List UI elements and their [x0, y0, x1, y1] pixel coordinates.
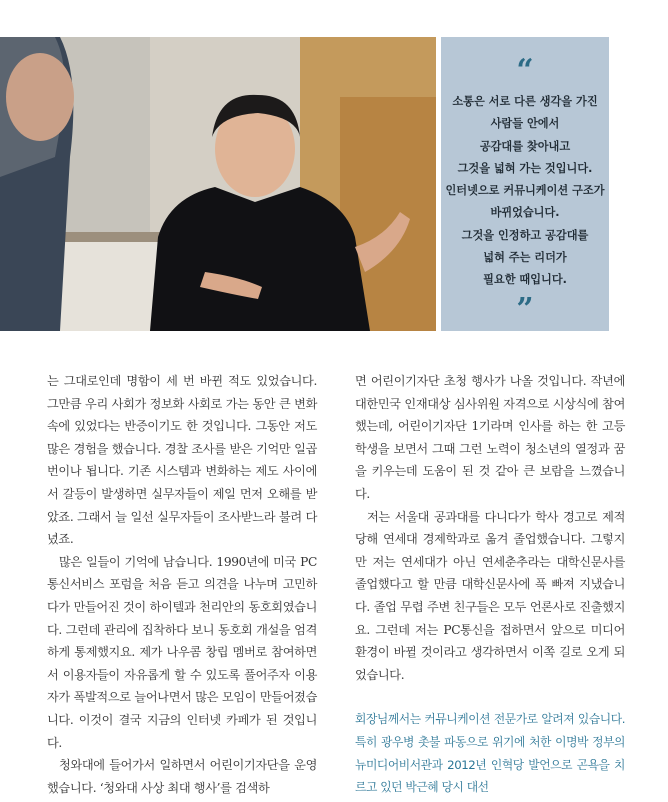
quote-line: 필요한 때입니다.	[483, 273, 567, 287]
photo-illustration	[0, 37, 436, 331]
article-column-left	[47, 370, 317, 799]
quote-line: 그것을 인정하고 공감대를	[461, 228, 589, 242]
quote-line: 그것을 넓혀 가는 것입니다.	[457, 161, 593, 175]
article-paragraph: 는 그대로인데 명함이 세 번 바뀐 적도 있었습니다. 그만큼 우리 사회가 정보화 사회로 가는 동안 큰 변화 속에 있었다는 반증이기도 한 것입니다. 그동안 저도 많은 경험을 했습니다. 경찰 조사를 받은 기억만 일곱 번이나 됩니다. 기존 시스템과 변화하는 제도 사이에서 갈등이 발생하면 실무자들이 제일 먼저 오해를 받았죠. 그래서 늘 일선 실무자들이 조사받느라 불려 다녔죠.	[47, 374, 317, 547]
interview-question: 회장님께서는 커뮤니케이션 전문가로 알려져 있습니다. 특히 광우병 촛불 파동으로 위기에 처한 이명박 정부의 뉴미디어비서관과 2012년 인혁당 발언으로 곤욕을 치르고 있던 박근혜 당시 대선	[355, 712, 625, 795]
article-paragraph: 면 어린이기자단 초청 행사가 나올 것입니다. 작년에 대한민국 인재대상 심사위원 자격으로 시상식에 참여했는데, 어린이기자단 1기라며 인사를 하는 한 고등학생을 보면서 그때 그런 노력이 청소년의 열정과 꿈을 키우는데 도움이 된 것 같아 큰 보람을 느꼈습니다.	[355, 374, 625, 501]
close-quote-icon: ”	[516, 291, 534, 327]
quote-line: 공감대를 찾아내고	[479, 139, 571, 153]
quote-line: 사람들 안에서	[490, 117, 560, 131]
open-quote-icon: “	[516, 53, 534, 88]
article-paragraph: 청와대에 들어가서 일하면서 어린이기자단을 운영했습니다. ‘청와대 사상 최대 행사’를 검색하	[47, 758, 317, 795]
quote-line: 인터넷으로 커뮤니케이션 구조가	[445, 184, 605, 198]
quote-line: 넓혀 주는 리더가	[483, 251, 567, 265]
pull-quote-text	[445, 91, 604, 292]
article-column-right	[355, 370, 625, 799]
interview-photo	[0, 37, 436, 331]
pull-quote-box	[441, 37, 609, 331]
article-paragraph: 많은 일들이 기억에 남습니다. 1990년에 미국 PC통신서비스 포럼을 처음 듣고 의견을 나누며 고민하다가 만들어진 것이 하이텔과 천리안의 동호회였습니다. 그런데 관리에 집착하다 보니 동호회 개설을 엄격하게 통제했지요. 제가 나우콤 창립 멤버로 참여하면서 이용자들이 자유롭게 할 수 있도록 풀어주자 이용자가 폭발적으로 늘어나면서 많은 모임이 만들어졌습니다. 이것이 결국 지금의 인터넷 카페가 된 것입니다.	[47, 554, 317, 750]
quote-line: 소통은 서로 다른 생각을 가진	[452, 95, 598, 108]
article-paragraph: 저는 서울대 공과대를 다니다가 학사 경고로 제적당해 연세대 경제학과로 옮겨 졸업했습니다. 그렇지만 저는 연세대가 아닌 연세춘추라는 대학신문사를 졸업했다고 할 만큼 대학신문사에 푹 빠져 지냈습니다. 졸업 무렵 주변 친구들은 모두 언론사로 진출했지요. 그런데 저는 PC통신을 접하면서 앞으로 미디어 환경이 바뀔 것이라고 생각하면서 이쪽 길로 오게 되었습니다.	[355, 509, 625, 682]
quote-line: 바뀌었습니다.	[490, 206, 560, 220]
